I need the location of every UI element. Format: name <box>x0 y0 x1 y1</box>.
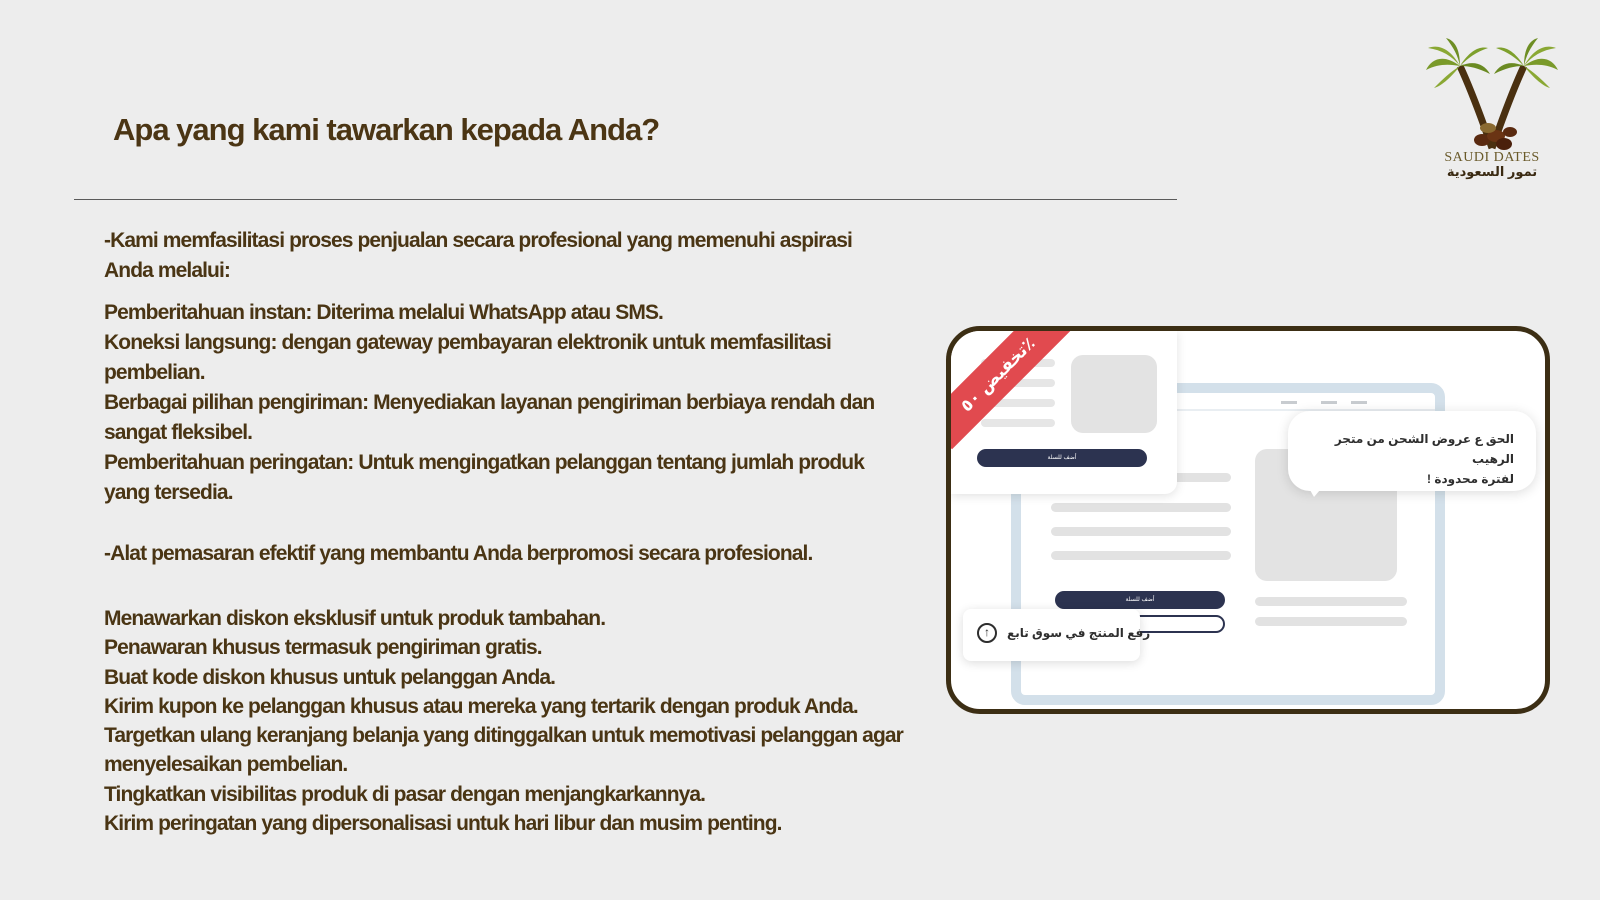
text-line <box>1051 551 1231 560</box>
section2-list <box>104 604 904 838</box>
list-item: Tingkatkan visibilitas produk di pasar dengan menjangkarkannya. <box>104 782 706 806</box>
section2-intro: -Alat pemasaran efektif yang membantu Anda berpromosi secara profesional. <box>104 542 813 565</box>
list-item: Pemberitahuan peringatan: Untuk mengingatkan pelanggan tentang jumlah produk yang tersedia. <box>104 451 865 504</box>
product-image-placeholder <box>1071 355 1157 433</box>
store-illustration <box>946 326 1550 714</box>
text-line <box>1051 527 1231 536</box>
nav-dot <box>1321 401 1337 404</box>
bubble-line: الحق ع عروض الشحن من متجر الرهيب <box>1334 432 1514 466</box>
text-line <box>981 419 1055 427</box>
text-line <box>1051 503 1231 512</box>
upload-label: رفع المنتج في سوق تابع <box>1007 626 1151 640</box>
add-to-cart-button: أضف للسلة <box>977 449 1147 467</box>
list-item: Menawarkan diskon eksklusif untuk produk tambahan. <box>104 607 606 630</box>
upload-product-card <box>963 609 1151 661</box>
add-to-cart-button: أضف للسلة <box>1055 591 1225 609</box>
list-item: Kirim kupon ke pelanggan khusus atau mereka yang tertarik dengan produk Anda. <box>104 694 858 718</box>
list-item: Buat kode diskon khusus untuk pelanggan Anda. <box>104 665 556 689</box>
discount-ribbon: تخفيض ٥٠٪ <box>946 326 1072 449</box>
product-card <box>951 331 1177 494</box>
saudi-dates-logo <box>1420 36 1564 196</box>
promo-speech-bubble <box>1288 411 1536 491</box>
text-line <box>1255 617 1407 626</box>
bubble-line: لفترة محدودة ! <box>1427 472 1514 486</box>
nav-dot <box>1351 401 1367 404</box>
list-item: Kirim peringatan yang dipersonalisasi untuk hari libur dan musim penting. <box>104 812 782 836</box>
upload-arrow-icon: ↑ <box>977 623 997 643</box>
list-item: Targetkan ulang keranjang belanja yang ditinggalkan untuk memotivasi pelanggan agar menyelesaikan pembelian. <box>104 724 903 777</box>
page-title: Apa yang kami tawarkan kepada Anda? <box>113 112 660 147</box>
title-divider <box>74 199 1177 200</box>
list-item: Berbagai pilihan pengiriman: Menyediakan layanan pengiriman berbiaya rendah dan sangat fleksibel. <box>104 391 875 444</box>
logo-brand-ar: تمور السعودية <box>1446 164 1538 179</box>
nav-dot <box>1281 401 1297 404</box>
list-item: Pemberitahuan instan: Diterima melalui WhatsApp atau SMS. <box>104 301 663 324</box>
list-item: Penawaran khusus termasuk pengiriman gratis. <box>104 636 542 660</box>
section1-intro: -Kami memfasilitasi proses penjualan secara profesional yang memenuhi aspirasi Anda melalui: <box>104 229 852 282</box>
palm-tree-logo-icon <box>1424 36 1560 154</box>
text-line <box>1255 597 1407 606</box>
bubble-tail <box>1306 483 1326 497</box>
section1-list <box>104 298 904 508</box>
list-item: Koneksi langsung: dengan gateway pembayaran elektronik untuk memfasilitasi pembelian. <box>104 331 831 384</box>
logo-brand-en: SAUDI DATES <box>1444 150 1540 165</box>
